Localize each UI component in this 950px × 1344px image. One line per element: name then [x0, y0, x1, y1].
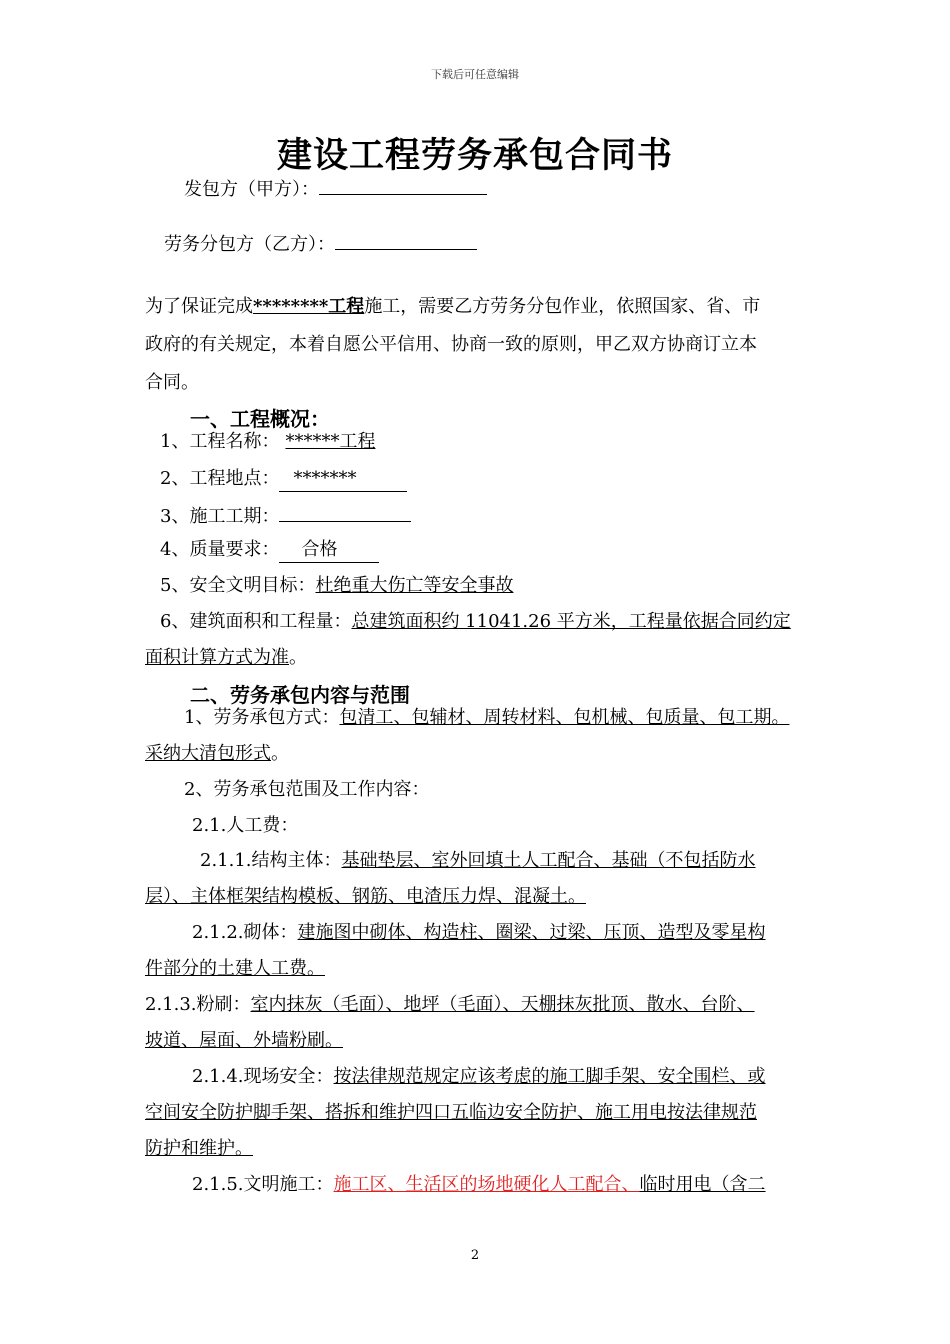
s1-item1-value: ******工程: [285, 431, 376, 452]
s2-item1-value-1: 包清工、包辅材、周转材料、包机械、包质量、包工期。: [339, 707, 790, 728]
party-a-blank: [319, 176, 487, 195]
s1-item6-cont: [145, 646, 307, 670]
s2-sub21: 2.1.人工费：: [192, 815, 299, 836]
s2-sub211: [200, 849, 756, 873]
s2-sub214-line2: 空间安全防护脚手架、搭拆和维护四口五临边安全防护、施工用电按法律规范: [145, 1102, 757, 1123]
intro-line-3: 合同。: [145, 372, 199, 393]
section1-heading: 一、工程概况：: [190, 407, 330, 431]
s1-item6-value-2: 面积计算方式为准: [145, 647, 289, 668]
s1-item4: [160, 538, 379, 563]
s2-sub212-label: 2.1.2.砌体：: [192, 922, 298, 943]
s2-sub215: [192, 1173, 766, 1197]
s2-sub213-label: 2.1.3.粉刷：: [145, 994, 251, 1015]
s2-sub212-cont: [145, 957, 325, 981]
s2-item1-value-2: 采纳大清包形式: [145, 743, 271, 764]
s1-item2-value: *******: [279, 467, 407, 492]
s2-sub212: [192, 921, 766, 945]
s2-sub214-cont2: [145, 1137, 253, 1161]
s2-item1-tail: 。: [271, 743, 289, 764]
party-b-blank: [335, 231, 477, 250]
s1-item4-value: 合格: [279, 538, 379, 563]
party-b-line: [164, 231, 477, 257]
s1-item3: [160, 503, 411, 529]
s1-item4-label: 4、质量要求：: [160, 539, 280, 560]
s1-item1: [160, 430, 381, 454]
header-note: 下载后可任意编辑: [431, 68, 519, 81]
s2-sub214: [192, 1065, 766, 1089]
s2-sub215-label: 2.1.5.文明施工：: [192, 1174, 334, 1195]
intro-post: 施工，需要乙方劳务分包作业，依照国家、省、市: [364, 296, 761, 317]
s2-sub215-rest: 临时用电（含二: [639, 1174, 766, 1195]
s1-item5: [160, 574, 513, 598]
s2-item2: 2、劳务承包范围及工作内容：: [184, 779, 430, 800]
party-b-label: 劳务分包方（乙方）：: [164, 234, 335, 255]
s2-sub214-cont: [145, 1101, 757, 1125]
s1-item2: [160, 467, 407, 492]
s2-sub213-line1: 室内抹灰（毛面）、地坪（毛面）、天棚抹灰批顶、散水、台阶、: [250, 994, 755, 1015]
s1-item6-label: 6、建筑面积和工程量：: [160, 611, 352, 632]
intro-line-1: [145, 295, 760, 319]
document-title: 建设工程劳务承包合同书: [276, 135, 673, 176]
s1-item3-blank: [279, 503, 411, 522]
s2-sub211-line2: 层）、主体框架结构模板、钢筋、电渣压力焊、混凝土。: [145, 886, 586, 907]
s2-sub214-line1: 按法律规范规定应该考虑的施工脚手架、安全围栏、或: [333, 1066, 766, 1087]
s1-item5-value: 杜绝重大伤亡等安全事故: [315, 575, 514, 596]
s2-sub214-line3: 防护和维护。: [145, 1138, 253, 1159]
s1-item3-label: 3、施工工期：: [160, 506, 280, 527]
s2-sub213-cont: [145, 1029, 343, 1053]
s1-item5-label: 5、安全文明目标：: [160, 575, 316, 596]
s2-sub211-line1: 基础垫层、室外回填土人工配合、基础（不包括防水: [341, 850, 756, 871]
section2-heading: 二、劳务承包内容与范围: [190, 683, 410, 707]
s1-item6: [160, 610, 791, 634]
s2-sub215-red: 施工区、生活区的场地硬化人工配合、: [333, 1174, 640, 1195]
s2-sub211-label: 2.1.1.结构主体：: [200, 850, 342, 871]
page-number: 2: [470, 1248, 480, 1263]
party-a-label: 发包方（甲方）：: [184, 179, 319, 200]
s2-sub212-line2: 件部分的土建人工费。: [145, 958, 325, 979]
s1-item6-tail: 。: [289, 647, 307, 668]
s1-item1-label: 1、工程名称：: [160, 431, 280, 452]
s1-item6-value-1: 总建筑面积约 11041.26 平方米，工程量依据合同约定: [351, 611, 791, 632]
s2-sub212-line1: 建施图中砌体、构造柱、圈梁、过梁、压顶、造型及零星构: [297, 922, 766, 943]
s2-sub213-line2: 坡道、屋面、外墙粉刷。: [145, 1030, 343, 1051]
s2-sub213: [145, 993, 755, 1017]
s2-item1-cont: [145, 742, 289, 766]
s1-item2-label: 2、工程地点：: [160, 468, 280, 489]
s2-item1-label: 1、劳务承包方式：: [184, 707, 340, 728]
intro-pre: 为了保证完成: [145, 296, 253, 317]
intro-project: ********工程: [253, 296, 365, 317]
party-a-line: [184, 176, 487, 202]
s2-sub214-label: 2.1.4.现场安全：: [192, 1066, 334, 1087]
intro-line-2: 政府的有关规定，本着自愿公平信用、协商一致的原则，甲乙双方协商订立本: [145, 334, 757, 355]
s2-item1: [184, 706, 789, 730]
s2-sub211-cont: [145, 885, 586, 909]
